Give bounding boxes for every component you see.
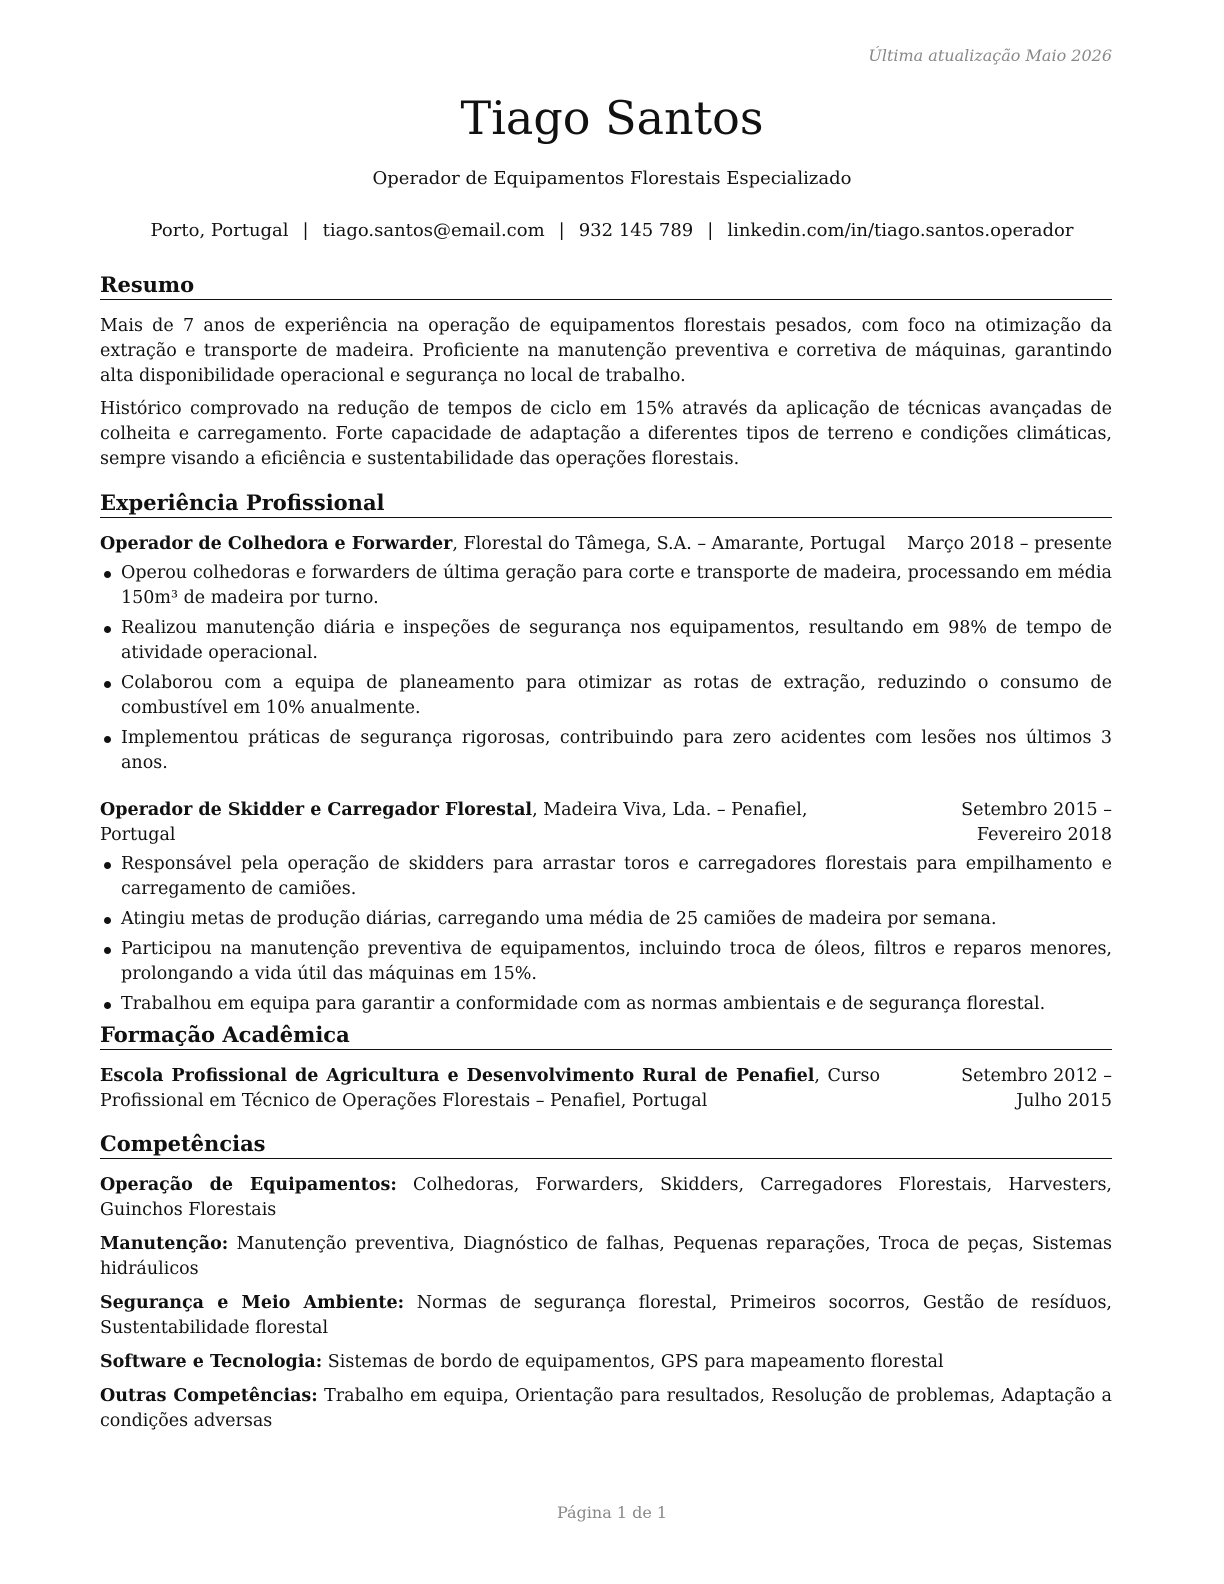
skill-label: Software e Tecnologia: [100, 1352, 323, 1372]
skill-label: Operação de Equipamentos: [100, 1175, 397, 1195]
job-entry [100, 532, 1112, 776]
list-item: Trabalhou em equipa para garantir a conformidade com as normas ambientais e de segurança florestal. [100, 992, 1112, 1017]
contact-linkedin[interactable]: linkedin.com/in/tiago.santos.operador [727, 220, 1074, 241]
skill-value: Trabalho em equipa, Orientação para resultados, Resolução de problemas, Adaptação a condições adversas [100, 1386, 1112, 1431]
skill-label: Segurança e Meio Ambiente: [100, 1293, 405, 1313]
section-title-education: Formação Acadêmica [100, 1022, 1112, 1050]
job-company: , Madeira Viva, Lda. – Penafiel, Portugal [100, 800, 808, 845]
skills-list [100, 1173, 1112, 1434]
education-section [100, 1022, 1112, 1114]
job-header [100, 798, 1112, 848]
education-school: Escola Profissional de Agricultura e Desenvolvimento Rural de Penafiel [100, 1066, 815, 1086]
section-title-summary: Resumo [100, 272, 1112, 300]
skills-section [100, 1131, 1112, 1443]
education-school-line [100, 1064, 880, 1114]
contact-line [0, 218, 1224, 243]
job-entry [100, 798, 1112, 1017]
job-company: , Florestal do Tâmega, S.A. – Amarante, Portugal [452, 534, 886, 554]
list-item: Colaborou com a equipa de planeamento para otimizar as rotas de extração, reduzindo o consumo de combustível em 10% anualmente. [100, 671, 1112, 721]
skill-label: Manutenção: [100, 1234, 229, 1254]
education-date: Setembro 2012 – Julho 2015 [961, 1066, 1112, 1111]
skill-value: Manutenção preventiva, Diagnóstico de falhas, Pequenas reparações, Troca de peças, Sistemas hidráulicos [100, 1234, 1112, 1279]
list-item: Implementou práticas de segurança rigorosas, contribuindo para zero acidentes com lesões nos últimos 3 anos. [100, 726, 1112, 776]
summary-paragraph: Mais de 7 anos de experiência na operação de equipamentos florestais pesados, com foco na otimização da extração e transporte de madeira. Proficiente na manutenção preventiva e corretiva de máquinas, garantindo alta disponibilidade operacional e segurança no local de trabalho. [100, 316, 1112, 386]
page-number: Página 1 de 1 [556, 1503, 668, 1522]
candidate-title: Operador de Equipamentos Florestais Especializado [372, 168, 852, 189]
summary-section [100, 272, 1112, 472]
last-updated: Última atualização Maio 2026 [868, 46, 1112, 65]
job-date: Março 2018 – presente [907, 534, 1112, 554]
contact-separator: | [302, 220, 309, 241]
skill-item [100, 1350, 1112, 1375]
list-item: Operou colhedoras e forwarders de última geração para corte e transporte de madeira, processando em média 150m³ de madeira por turno. [100, 561, 1112, 611]
contact-location: Porto, Portugal [150, 220, 289, 241]
contact-separator: | [558, 220, 565, 241]
job-bullets [100, 852, 1112, 1017]
skill-value: Normas de segurança florestal, Primeiros socorros, Gestão de resíduos, Sustentabilidade florestal [100, 1293, 1112, 1338]
experience-section [100, 490, 1112, 1022]
list-item: Responsável pela operação de skidders para arrastar toros e carregadores florestais para empilhamento e carregamento de camiões. [100, 852, 1112, 902]
education-entry [100, 1064, 1112, 1114]
list-item: Atingiu metas de produção diárias, carregando uma média de 25 camiões de madeira por semana. [100, 907, 1112, 932]
contact-email[interactable]: tiago.santos@email.com [322, 220, 545, 241]
list-item: Participou na manutenção preventiva de equipamentos, incluindo troca de óleos, filtros e reparos menores, prolongando a vida útil das máquinas em 15%. [100, 937, 1112, 987]
skill-item [100, 1384, 1112, 1434]
job-header [100, 532, 1112, 557]
section-title-experience: Experiência Profissional [100, 490, 1112, 518]
job-role: Operador de Colhedora e Forwarder [100, 534, 453, 554]
education-details: , Curso Profissional em Técnico de Operações Florestais – Penafiel, Portugal [100, 1066, 880, 1111]
job-title-line [100, 532, 885, 557]
job-title-line [100, 798, 872, 848]
contact-separator: | [707, 220, 714, 241]
job-date: Setembro 2015 – Fevereiro 2018 [961, 800, 1112, 845]
section-title-skills: Competências [100, 1131, 1112, 1159]
skill-item [100, 1232, 1112, 1282]
skill-item [100, 1173, 1112, 1223]
skill-item [100, 1291, 1112, 1341]
candidate-name: Tiago Santos [460, 91, 764, 145]
skill-value: Colhedoras, Forwarders, Skidders, Carregadores Florestais, Harvesters, Guinchos Florestais [100, 1175, 1112, 1220]
skill-label: Outras Competências: [100, 1386, 318, 1406]
job-bullets [100, 561, 1112, 776]
summary-paragraph: Histórico comprovado na redução de tempos de ciclo em 15% através da aplicação de técnicas avançadas de colheita e carregamento. Forte capacidade de adaptação a diferentes tipos de terreno e condições climáticas, sempre visando a eficiência e sustentabilidade das operações florestais. [100, 399, 1112, 469]
list-item: Realizou manutenção diária e inspeções de segurança nos equipamentos, resultando em 98% de tempo de atividade operacional. [100, 616, 1112, 666]
contact-phone: 932 145 789 [578, 220, 694, 241]
job-role: Operador de Skidder e Carregador Florestal [100, 800, 533, 820]
skill-value: Sistemas de bordo de equipamentos, GPS para mapeamento florestal [322, 1352, 944, 1372]
